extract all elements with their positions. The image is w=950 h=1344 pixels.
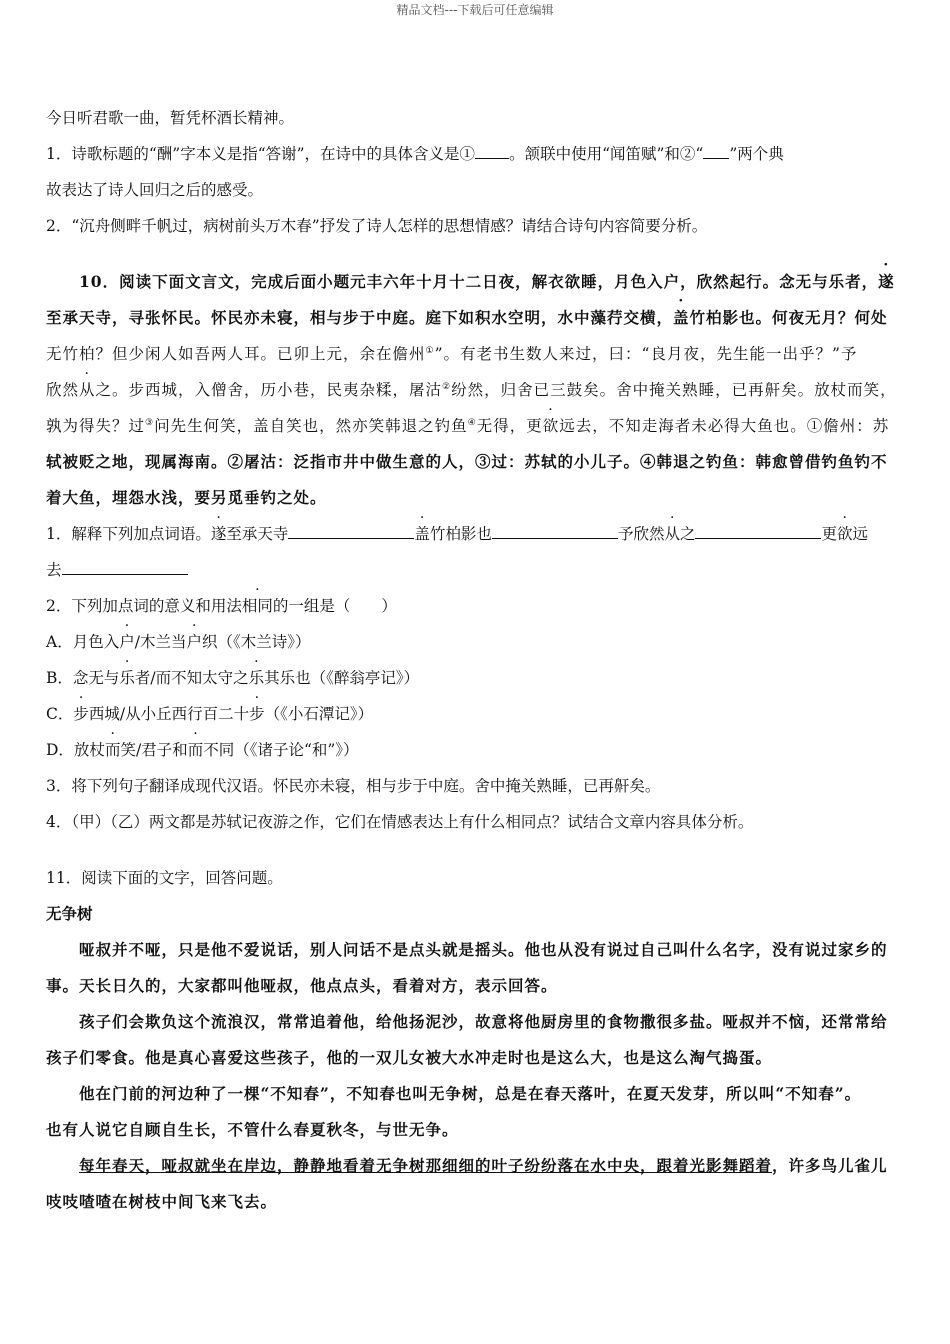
passage-10-footnote: 着大鱼，埋怨水浅，要另觅垂钓之处。	[46, 488, 327, 507]
passage-11-line: 吱吱喳喳在树枝中间飞来飞去。	[46, 1192, 278, 1211]
passage-10-line: 至承天寺，寻张怀民。怀民亦未寝，相与步于中庭。庭下如积水空明，水中藻荇交横，盖竹柏影也。何夜无月？何处	[46, 308, 888, 327]
answer-blank[interactable]	[475, 138, 509, 159]
question-10-1: 1．解释下列加点词语。遂至承天寺 盖竹柏影也 予欣然从之 更欲远	[46, 516, 902, 552]
underlined-sentence: 每年春天，哑叔就坐在岸边，静静地看着无争树那细细的叶子纷纷落在水中央，跟着光影舞蹈着	[79, 1156, 773, 1175]
passage-10-line: 10．阅读下面文言文，完成后面小题元丰六年十月十二日夜，解衣欲睡，月色入户，欣然起行。念无与乐者，遂	[79, 272, 895, 291]
poem-last-line: 今日听君歌一曲，暂凭杯酒长精神。	[46, 109, 295, 127]
document-content	[46, 100, 902, 1220]
page-header: 精品文档---下载后可任意编辑	[396, 3, 554, 17]
answer-blank[interactable]	[492, 518, 618, 539]
passage-11-line: 他在门前的河边种了一棵“不知春”，不知春也叫无争树，总是在春天落叶，在夏天发芽，所以叫“不知春”。	[79, 1084, 862, 1103]
option-c[interactable]: C．步西城/从小丘西行百二十步（《小石潭记》）	[46, 705, 374, 723]
passage-11-line: 孩子们零食。他是真心喜爱这些孩子，他的一双儿女被大水冲走时也是这么大，也是这么淘气捣蛋。	[46, 1048, 773, 1067]
option-a[interactable]: A．月色入户/木兰当户织（《木兰诗》）	[46, 633, 311, 651]
question-10-1-cont: 去	[46, 552, 902, 588]
passage-10-line: 无竹柏？但少闲人如吾两人耳。已卯上元，余在儋州①”。有老书生数人来过，曰：“良月夜，先生能一出乎？”予	[46, 345, 858, 363]
passage-11-line: 事。天长日久的，大家都叫他哑叔，他点点头，看着对方，表示回答。	[46, 976, 558, 995]
answer-blank[interactable]	[62, 554, 188, 575]
option-b[interactable]: B．念无与乐者/而不知太守之乐其乐也（《醉翁亭记》）	[46, 669, 420, 687]
passage-10-line: 欣然从之。步西城，入僧舍，历小巷，民夷杂糅，屠沽②纷然，归舍已三鼓矣。舍中掩关熟睡，已再鼾矣。放杖而笑，	[46, 381, 897, 399]
question-10-2: 2．下列加点词的意义和用法相同的一组是（ ）	[46, 597, 397, 615]
passage-10-footnote: 轼被贬之地，现属海南。②屠沽：泛指市井中做生意的人，③过：苏轼的小儿子。④韩退之钓鱼：韩愈曾借钓鱼钓不	[46, 452, 888, 471]
question-9-1-cont: 故表达了诗人回归之后的感受。	[46, 181, 264, 199]
passage-11-line: 哑叔并不哑，只是他不爱说话，别人问话不是点头就是摇头。他也从没有说过自己叫什么名字，没有说过家乡的	[79, 940, 888, 959]
answer-blank[interactable]	[703, 138, 729, 159]
question-10-4: 4．（甲）（乙）两文都是苏轼记夜游之作，它们在情感表达上有什么相同点？试结合文章内容具体分析。	[46, 813, 754, 831]
passage-11-title: 无争树	[46, 904, 93, 923]
passage-11-line: 孩子们会欺负这个流浪汉，常常追着他，给他扬泥沙，故意将他厨房里的食物撒很多盐。哑叔并不恼，还常常给	[79, 1012, 888, 1031]
answer-blank[interactable]	[288, 518, 414, 539]
passage-10-line: 孰为得失？过③问先生何笑，盖自笑也，然亦笑韩退之钓鱼④无得，更欲远去，不知走海者未必得大鱼也。①儋州：苏	[46, 417, 890, 435]
passage-11-line: 也有人说它自顾自生长，不管什么春夏秋冬，与世无争。	[46, 1120, 459, 1139]
question-11: 11．阅读下面的文字，回答问题。	[46, 869, 283, 887]
option-d[interactable]: D．放杖而笑/君子和而不同（《诸子论“和”》）	[46, 741, 359, 759]
question-9-1: 1．诗歌标题的“酬”字本义是指“答谢”，在诗中的具体含义是① 。颔联中使用“闻笛赋”和②“ ”两个典	[46, 136, 902, 172]
question-10-3: 3．将下列句子翻译成现代汉语。怀民亦未寝，相与步于中庭。舍中掩关熟睡，已再鼾矣。	[46, 777, 661, 795]
answer-blank[interactable]	[695, 518, 821, 539]
passage-11-line: 每年春天，哑叔就坐在岸边，静静地看着无争树那细细的叶子纷纷落在水中央，跟着光影舞蹈着，许多鸟儿雀儿	[79, 1156, 888, 1175]
question-9-2: 2．“沉舟侧畔千帆过，病树前头万木春”抒发了诗人怎样的思想情感？请结合诗句内容简要分析。	[46, 217, 708, 235]
